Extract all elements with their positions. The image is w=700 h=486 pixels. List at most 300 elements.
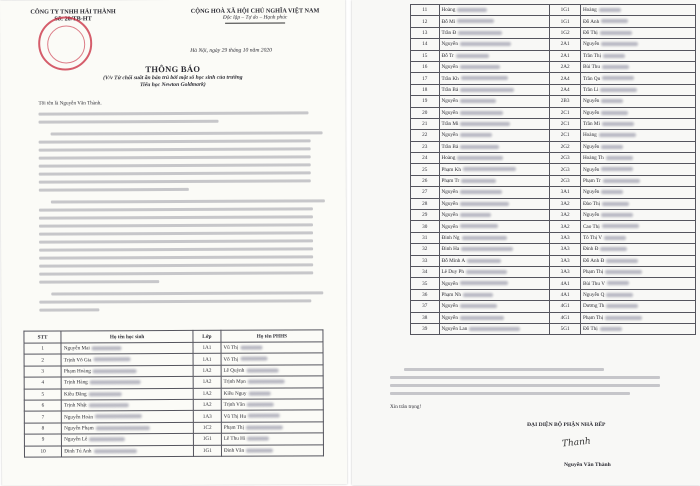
cell-text: 1C2: [202, 424, 212, 431]
cell-name: [439, 312, 550, 323]
cell-parent: [580, 96, 695, 107]
cell-parent: [580, 16, 695, 27]
cell-name: [439, 255, 550, 266]
cell-stt: [411, 221, 440, 232]
cell-cls: [193, 411, 221, 423]
document-subtitle: [60, 75, 285, 90]
cell-text: 2A4: [560, 86, 570, 93]
redaction-blur: [606, 293, 633, 297]
cell-text: 28: [422, 200, 428, 207]
redaction-blur: [460, 145, 499, 149]
table-row: [411, 118, 696, 129]
cell-text: Hoàng: [441, 155, 456, 162]
redaction-blur: [246, 368, 278, 372]
cell-parent: [580, 164, 695, 175]
cell-stt: [24, 434, 61, 446]
redaction-blur: [460, 88, 514, 92]
text-line: [390, 392, 630, 395]
cell-cls: [193, 388, 221, 400]
cell-text: Hoàng: [582, 7, 597, 14]
cell-text: Hoàng Th: [582, 155, 604, 162]
cell-stt: [411, 312, 440, 323]
cell-stt: [411, 323, 440, 334]
table-row: [411, 164, 696, 175]
redaction-blur: [90, 380, 141, 384]
cell-text: Trần Thị: [582, 52, 601, 59]
redaction-blur: [457, 156, 503, 160]
cell-name: [439, 198, 550, 209]
cell-text: 23: [422, 143, 428, 150]
cell-text: 3A2: [560, 200, 570, 207]
cell-text: Trịnh Mạn: [223, 379, 246, 386]
cell-text: 1A3: [202, 413, 212, 420]
text-line: [39, 207, 313, 211]
redaction-blur: [601, 111, 628, 115]
cell-text: Nguyễn: [441, 303, 458, 310]
cell-cls: [550, 312, 581, 323]
cell-stt: [411, 50, 440, 61]
redaction-blur: [460, 202, 509, 206]
cell-cls: [193, 365, 221, 377]
cell-cls: [550, 232, 581, 243]
table-row: [24, 444, 323, 457]
cell-text: Trịnh Hàng: [63, 379, 88, 386]
cell-stt: [411, 232, 440, 243]
redaction-blur: [600, 247, 627, 251]
cell-parent: [580, 5, 695, 16]
redaction-blur: [89, 437, 125, 441]
cell-parent: [580, 118, 695, 129]
cell-stt: [24, 389, 61, 401]
greeting-line: Tôi tên là Nguyễn Văn Thành.: [38, 100, 102, 107]
cell-text: 2: [41, 357, 44, 364]
cell-name: [439, 232, 550, 243]
redaction-blur: [606, 156, 633, 160]
cell-cls: [550, 118, 581, 129]
cell-stt: [411, 107, 440, 118]
signature-title: ĐẠI DIỆN BỘ PHẬN NHÀ BẾP: [527, 422, 606, 428]
cell-text: 1A2: [202, 390, 212, 397]
cell-text: Nguyễn: [582, 212, 600, 219]
text-line: [39, 280, 159, 283]
cell-stt: [411, 16, 440, 27]
cell-name: [439, 153, 550, 164]
cell-stt: [411, 301, 440, 312]
cell-stt: [411, 153, 440, 164]
redaction-blur: [604, 236, 626, 240]
cell-text: 3A3: [560, 246, 570, 253]
cell-text: 5G1: [560, 326, 570, 333]
cell-text: 8: [41, 425, 45, 432]
cell-stt: [411, 73, 440, 84]
cell-text: Tô Thị V: [582, 235, 603, 241]
cell-text: 25: [422, 166, 428, 173]
text-line: [404, 368, 604, 371]
cell-stt: [411, 39, 440, 50]
cell-text: Nguyễn: [582, 143, 600, 150]
cell-cls: [550, 84, 581, 95]
cell-name: [439, 301, 550, 312]
cell-text: Lê Duy Ph: [441, 269, 464, 276]
table-row: [411, 187, 696, 198]
redaction-blur: [457, 8, 487, 12]
cell-cls: [193, 342, 221, 354]
table-row: [411, 232, 696, 243]
cell-stt: [411, 96, 440, 107]
redaction-blur: [603, 179, 640, 183]
cell-text: 4G1: [560, 303, 570, 310]
redaction-blur: [605, 316, 642, 320]
cell-text: Nguyễn Phạm: [64, 425, 94, 432]
header-student-name: Họ tên học sinh: [61, 330, 193, 343]
cell-text: 2C1: [560, 132, 570, 139]
table-row: [411, 5, 696, 16]
cell-text: 3A2: [560, 212, 570, 219]
cell-text: Lê Quỳnh: [223, 367, 245, 374]
cell-name: [439, 175, 550, 186]
cell-text: 3A1: [560, 189, 570, 196]
cell-text: 2A4: [560, 75, 570, 82]
cell-name: [61, 354, 193, 366]
cell-name: [62, 422, 194, 434]
cell-cls: [550, 244, 581, 255]
cell-text: Nguyễn: [441, 212, 458, 219]
cell-text: Đinh Ha: [441, 246, 460, 253]
cell-text: 24: [422, 155, 428, 162]
text-line: [39, 255, 313, 259]
table-row: [411, 210, 696, 221]
redaction-blur: [606, 304, 638, 308]
redaction-blur: [469, 327, 520, 331]
text-line: [390, 384, 660, 387]
text-line: [39, 308, 99, 311]
redaction-blur: [460, 42, 511, 46]
redaction-blur: [96, 426, 150, 430]
cell-cls: [550, 50, 581, 61]
table-row: [411, 266, 696, 277]
redaction-blur: [602, 76, 634, 80]
text-line: [51, 131, 323, 135]
cell-text: Nguyễn: [441, 98, 458, 105]
cell-text: 16: [422, 64, 428, 71]
cell-text: Phạm Kh: [441, 166, 461, 173]
cell-name: [439, 278, 550, 289]
cell-parent: [580, 198, 695, 209]
cell-text: 20: [422, 109, 428, 116]
cell-text: Nguyễn: [441, 223, 458, 230]
cell-stt: [24, 446, 61, 458]
cell-name: [439, 210, 550, 221]
cell-text: Trịnh Văn: [223, 401, 245, 408]
table-row: [411, 73, 696, 84]
cell-text: 2G3: [560, 155, 570, 162]
table-row: [411, 153, 696, 164]
cell-stt: [24, 366, 61, 378]
cell-stt: [411, 198, 440, 209]
cell-cls: [550, 61, 581, 72]
cell-text: Hoàng: [441, 7, 456, 14]
redaction-blur: [89, 392, 122, 396]
document-date: Hà Nội, ngày 29 tháng 10 năm 2020: [190, 47, 272, 54]
redaction-blur: [246, 425, 283, 429]
redaction-blur: [460, 99, 496, 103]
cell-text: 1A1: [202, 356, 212, 363]
cell-text: Trần Bả: [441, 143, 459, 150]
redaction-blur: [602, 224, 639, 228]
table-row: [411, 39, 696, 50]
cell-stt: [24, 423, 61, 435]
cell-text: 26: [422, 178, 428, 185]
cell-text: Nguyễn: [582, 166, 600, 173]
cell-text: 1A1: [202, 345, 212, 352]
cell-text: 29: [422, 212, 428, 219]
redaction-blur: [247, 437, 269, 441]
cell-text: Phạm Thị: [223, 424, 244, 431]
cell-name: [439, 107, 550, 118]
text-line: [39, 271, 313, 275]
cell-text: 4A1: [560, 280, 570, 287]
redaction-blur: [461, 179, 496, 183]
cell-text: Kiều Nguy: [223, 390, 247, 397]
cell-name: [439, 5, 550, 16]
redaction-blur: [248, 380, 285, 384]
cell-cls: [193, 422, 221, 434]
cell-text: 2G3: [560, 178, 570, 185]
cell-cls: [550, 73, 581, 84]
cell-text: Nguyễn Mai: [63, 345, 90, 352]
cell-text: 2B3: [560, 98, 570, 105]
cell-parent: [221, 444, 323, 456]
cell-text: 3A3: [560, 257, 570, 264]
document-number: Số: 20/TB-HT: [54, 15, 92, 23]
cell-text: 33: [422, 257, 428, 264]
redaction-blur: [466, 270, 507, 274]
cell-name: [439, 130, 550, 141]
cell-parent: [580, 84, 695, 95]
redaction-blur: [467, 259, 501, 263]
redaction-blur: [93, 358, 130, 362]
table-row: [411, 278, 696, 289]
cell-stt: [411, 130, 440, 141]
cell-cls: [550, 164, 581, 175]
redaction-blur: [248, 391, 270, 395]
cell-text: Nguyễn: [582, 41, 600, 48]
cell-text: 15: [422, 52, 428, 59]
cell-cls: [193, 433, 221, 445]
table-row: [411, 301, 696, 312]
redaction-blur: [240, 346, 262, 350]
redaction-blur: [456, 54, 489, 58]
cell-text: Trịnh Võ Gia: [63, 356, 92, 364]
redaction-blur: [463, 293, 493, 297]
cell-text: 37: [422, 303, 428, 310]
cell-name: [62, 445, 194, 457]
redaction-blur: [93, 449, 136, 453]
table-row: [411, 27, 696, 38]
cell-stt: [411, 84, 440, 95]
cell-text: Kiều Đăng: [63, 391, 87, 398]
redaction-blur: [461, 76, 508, 80]
cell-text: Nguyễn: [441, 280, 458, 287]
cell-text: 4G1: [560, 314, 570, 321]
table-row: [411, 221, 696, 232]
cell-cls: [550, 255, 581, 266]
redaction-blur: [600, 31, 632, 35]
text-line: [39, 231, 313, 235]
cell-text: 7: [41, 414, 45, 421]
text-line: [51, 199, 325, 203]
redaction-blur: [601, 99, 623, 103]
cell-text: Đào Thị: [582, 200, 600, 207]
cell-parent: [580, 107, 695, 118]
cell-name: [439, 289, 550, 300]
redaction-blur: [246, 448, 273, 452]
cell-parent: [221, 376, 323, 388]
cell-text: Vũ Thị Hu: [223, 413, 247, 420]
cell-cls: [550, 323, 581, 334]
cell-stt: [24, 343, 61, 355]
cell-name: [439, 50, 550, 61]
cell-text: 3A2: [560, 223, 570, 230]
cell-parent: [580, 244, 695, 255]
document-page-left: [0, 0, 347, 486]
cell-text: 31: [422, 235, 428, 241]
cell-text: Trần Bả: [441, 86, 459, 93]
cell-parent: [221, 365, 323, 377]
cell-text: Nguyễn: [441, 109, 458, 116]
text-line: [39, 179, 311, 183]
text-line: [39, 223, 313, 227]
cell-text: 1G1: [202, 447, 212, 454]
cell-parent: [580, 278, 695, 289]
company-seal: [38, 16, 92, 70]
cell-stt: [411, 5, 440, 16]
cell-parent: [580, 232, 695, 243]
cell-text: Trần Mi: [441, 121, 459, 128]
cell-stt: [411, 164, 440, 175]
cell-parent: [221, 353, 323, 365]
cell-parent: [580, 301, 695, 312]
text-line: [39, 163, 311, 167]
cell-stt: [411, 255, 440, 266]
cell-name: [439, 266, 550, 277]
redaction-blur: [602, 65, 629, 69]
cell-parent: [221, 342, 323, 354]
cell-text: 1G1: [560, 7, 570, 14]
cell-stt: [411, 244, 440, 255]
cell-text: 4: [41, 379, 45, 386]
cell-name: [61, 377, 193, 389]
redaction-blur: [601, 19, 628, 23]
redaction-blur: [605, 270, 642, 274]
cell-text: 13: [422, 29, 428, 36]
cell-text: Nguyễn Hoàn: [64, 413, 94, 421]
redaction-blur: [89, 403, 129, 407]
redaction-blur: [602, 122, 634, 126]
cell-text: 2A2: [560, 64, 570, 71]
cell-text: 2C1: [560, 109, 570, 116]
cell-text: 2G2: [560, 143, 570, 150]
cell-parent: [221, 399, 323, 411]
text-line: [390, 376, 660, 379]
cell-text: 1G1: [202, 436, 212, 443]
cell-parent: [580, 210, 695, 221]
table-row: [411, 84, 696, 95]
body-text-blurred: [0, 0, 345, 1]
cell-name: [439, 61, 550, 72]
redaction-blur: [240, 357, 267, 361]
redaction-blur: [460, 133, 492, 137]
cell-name: [61, 388, 193, 400]
cell-stt: [24, 400, 61, 412]
cell-cls: [550, 39, 581, 50]
table-row: [411, 244, 696, 255]
redaction-blur: [606, 259, 638, 263]
table-row: [411, 130, 696, 141]
motto: Độc lập – Tự do – Hạnh phúc: [222, 14, 288, 21]
cell-text: Đinh Ng: [441, 235, 460, 241]
text-line: [39, 120, 219, 123]
cell-text: 10: [40, 448, 46, 455]
cell-cls: [550, 141, 581, 152]
table-row: [411, 312, 696, 323]
redaction-blur: [247, 403, 274, 407]
cell-parent: [221, 410, 323, 422]
cell-text: Đỗ Thị: [582, 326, 598, 333]
cell-name: [62, 434, 194, 446]
cell-text: 18: [422, 86, 428, 93]
cell-text: 3A3: [560, 235, 570, 241]
cell-text: 30: [422, 223, 428, 230]
cell-text: Phạm Hoàng: [63, 368, 91, 375]
cell-text: Trần Qu: [582, 75, 601, 82]
cell-name: [439, 164, 550, 175]
cell-text: Lê Thu Hi: [223, 435, 246, 443]
closing-text: Xin trân trọng!: [390, 404, 422, 410]
signer-name: Nguyễn Văn Thành: [564, 462, 611, 468]
table-row: [411, 255, 696, 266]
redaction-blur: [601, 145, 623, 149]
cell-cls: [550, 96, 581, 107]
redaction-blur: [248, 414, 280, 418]
cell-text: 39: [422, 326, 428, 333]
cell-text: 35: [422, 280, 428, 287]
redaction-blur: [460, 111, 503, 115]
cell-name: [439, 221, 550, 232]
cell-text: 2A1: [560, 41, 570, 48]
text-line: [38, 111, 308, 115]
cell-name: [439, 16, 550, 27]
cell-cls: [193, 445, 221, 457]
redaction-blur: [460, 65, 500, 69]
text-line: [39, 147, 311, 151]
cell-stt: [411, 278, 440, 289]
cell-text: Đỗ Anh: [582, 18, 600, 25]
text-line: [39, 247, 313, 251]
cell-parent: [580, 27, 695, 38]
student-table-right: [410, 4, 696, 335]
table-row: [411, 289, 696, 300]
cell-text: Nguyễn: [441, 41, 458, 48]
company-name: CÔNG TY TNHH HẢI THÀNH: [30, 8, 116, 16]
cell-text: 1: [41, 345, 44, 352]
cell-stt: [411, 27, 440, 38]
cell-name: [61, 365, 193, 377]
cell-name: [61, 342, 193, 354]
cell-text: 9: [41, 436, 45, 443]
cell-text: Nguyễn: [582, 98, 600, 105]
cell-parent: [580, 221, 695, 232]
